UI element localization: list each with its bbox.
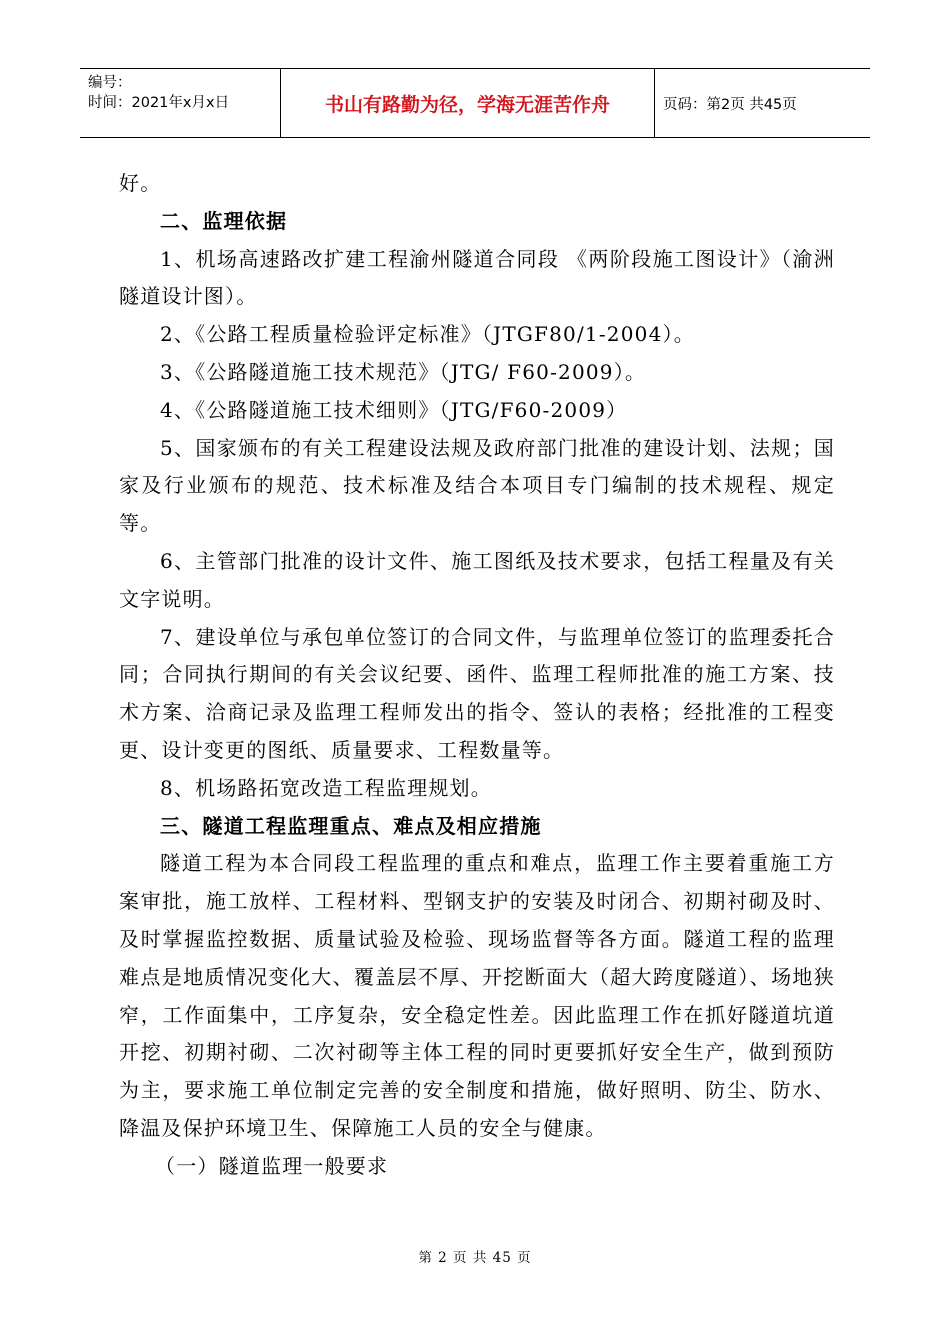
paragraph-continuation: 好。 bbox=[119, 171, 162, 195]
header-motto: 书山有路勤为径，学海无涯苦作舟 bbox=[281, 69, 655, 137]
page-footer: 第 2 页 共 45 页 bbox=[418, 1250, 532, 1266]
key-points-paragraph: 隧道工程为本合同段工程监理的重点和难点，监理工作主要着重施工方案审批，施工放样、工程材料、型钢支护的安装及时闭合、初期衬砌及时、及时掌握监控数据、质量试验及检验、现场监督等各方面。隧道工程的监理难点是地质情况变化大、覆盖层不厚、开挖断面大（超大跨度隧道）、场地狭窄，工作面集中，工序复杂，安全稳定性差。因此监理工作在抓好隧道坑道开挖、初期衬砌、二次衬砌等主体工程的同时更要抓好安全生产，做到预防为主，要求施工单位制定完善的安全制度和措施，做好照明、防尘、防水、降温及保护环境卫生、保障施工人员的安全与健康。 bbox=[119, 851, 835, 1140]
basis-item-2: 2、《公路工程质量检验评定标准》（JTGF80/1-2004）。 bbox=[160, 322, 695, 347]
basis-item-7: 7、建设单位与承包单位签订的合同文件，与监理单位签订的监理委托合同；合同执行期间的有关会议纪要、函件、监理工程师批准的施工方案、技术方案、洽商记录及监理工程师发出的指令、签认的表格；经批准的工程变更、设计变更的图纸、质量要求、工程数量等。 bbox=[119, 624, 835, 762]
document-body bbox=[119, 165, 835, 1186]
basis-item-3: 3、《公路隧道施工技术规范》（JTG/ F60-2009）。 bbox=[160, 359, 647, 384]
header-page-code: 页码：第2页 共45页 bbox=[663, 96, 797, 113]
time-label: 时间：2021年x月x日 bbox=[88, 95, 230, 111]
basis-item-1: 1、机场高速路改扩建工程渝州隧道合同段 《两阶段施工图设计》（渝洲隧道设计图）。 bbox=[119, 246, 835, 309]
subsection-heading: （一）隧道监理一般要求 bbox=[155, 1153, 389, 1178]
header-table bbox=[80, 68, 870, 138]
header-meta bbox=[80, 69, 281, 137]
basis-item-4: 4、《公路隧道施工技术细则》（JTG/F60-2009） bbox=[160, 397, 628, 422]
basis-item-5: 5、国家颁布的有关工程建设法规及政府部门批准的建设计划、法规；国家及行业颁布的规范、技术标准及结合本项目专门编制的技术规程、规定等。 bbox=[119, 435, 835, 536]
basis-item-6: 6、主管部门批准的设计文件、施工图纸及技术要求，包括工程量及有关文字说明。 bbox=[119, 548, 835, 611]
section-heading-key-points: 三、隧道工程监理重点、难点及相应措施 bbox=[160, 813, 542, 838]
number-label: 编号： bbox=[88, 75, 132, 91]
basis-item-8: 8、机场路拓宽改造工程监理规划。 bbox=[160, 775, 492, 800]
section-heading-basis: 二、监理依据 bbox=[160, 208, 288, 233]
